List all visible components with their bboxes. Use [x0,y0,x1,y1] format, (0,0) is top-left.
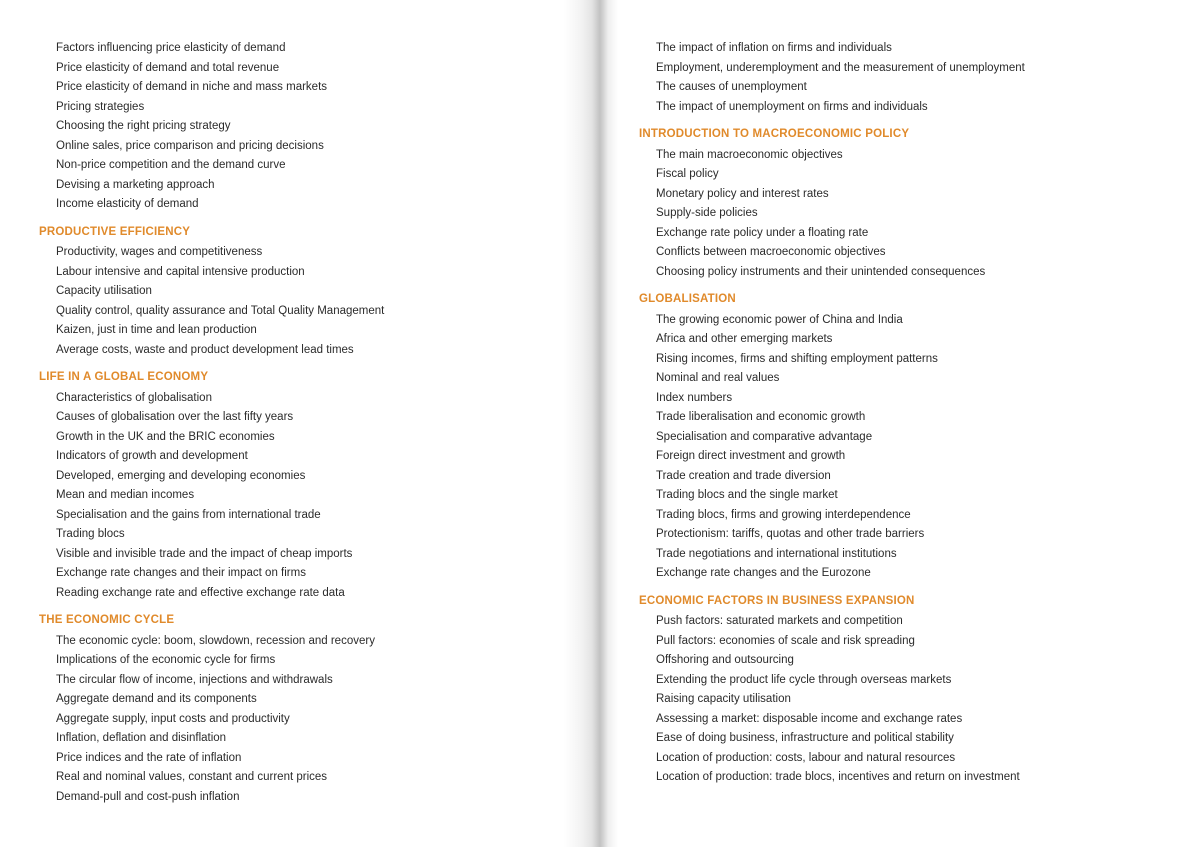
list-item: The circular flow of income, injections and withdrawals [56,673,333,686]
list-item: Price elasticity of demand in niche and mass markets [56,81,328,93]
list-item: Trade creation and trade diversion [656,469,831,482]
section-heading: THE ECONOMIC CYCLE [39,614,175,626]
list-item: Africa and other emerging markets [656,333,833,345]
list-item: Trade liberalisation and economic growth [656,411,866,423]
section [39,368,580,603]
section-heading: INTRODUCTION TO MACROECONOMIC POLICY [639,128,910,140]
list-item: Online sales, price comparison and pricing decisions [56,139,324,152]
section-item-list [639,311,1180,584]
list-item: Inflation, deflation and disinflation [56,732,227,744]
list-item: Productivity, wages and competitiveness [56,246,263,258]
list-item: Trading blocs [56,528,125,540]
list-item: Aggregate demand and its components [56,693,257,705]
list-item: Indicators of growth and development [56,450,248,462]
list-item: Supply-side policies [656,207,758,219]
list-item: Kaizen, just in time and lean production [56,324,257,336]
list-item: Real and nominal values, constant and current prices [56,771,328,783]
list-item: Location of production: costs, labour and natural resources [656,751,956,764]
list-item: Choosing policy instruments and their unintended consequences [656,265,986,278]
list-item: The causes of unemployment [656,81,807,93]
list-item: Visible and invisible trade and the impact of cheap imports [56,547,353,560]
list-item: The economic cycle: boom, slowdown, recession and recovery [56,634,375,647]
section-heading: ECONOMIC FACTORS IN BUSINESS EXPANSION [639,594,915,607]
list-item: Factors influencing price elasticity of demand [56,42,286,54]
section-item-list [639,612,1180,788]
list-item: Index numbers [656,391,733,404]
section-item-list [639,146,1180,283]
list-item: Trading blocs and the single market [656,489,838,501]
section [639,125,1180,282]
list-item: Location of production: trade blocs, incentives and return on investment [656,771,1020,783]
list-item: Pull factors: economies of scale and risk spreading [656,634,915,647]
list-item: Demand-pull and cost-push inflation [56,790,240,803]
list-item: Rising incomes, firms and shifting employment patterns [656,352,938,365]
left-sections [39,223,580,808]
list-item: Fiscal policy [656,168,719,180]
list-item: Nominal and real values [656,372,780,384]
list-item: The impact of inflation on firms and individuals [656,42,892,54]
list-item: Offshoring and outsourcing [656,654,794,666]
right-intro-list [639,39,1180,117]
left-intro-list [39,39,580,215]
list-item: Implications of the economic cycle for firms [56,654,276,666]
list-item: Specialisation and comparative advantage [656,430,873,443]
list-item: Capacity utilisation [56,285,152,297]
section-heading: GLOBALISATION [639,293,736,305]
list-item: The main macroeconomic objectives [656,148,843,161]
list-item: Choosing the right pricing strategy [56,120,231,132]
list-item: Non-price competition and the demand curve [56,159,286,171]
list-item: Labour intensive and capital intensive production [56,265,305,278]
list-item: Conflicts between macroeconomic objectives [656,246,886,258]
list-item: Trading blocs, firms and growing interdependence [656,508,911,521]
list-item: Specialisation and the gains from international trade [56,508,321,521]
section [39,223,580,361]
right-sections [639,125,1180,788]
list-item: Push factors: saturated markets and competition [656,615,903,627]
list-item: Protectionism: tariffs, quotas and other trade barriers [656,528,925,540]
list-item: Trade negotiations and international institutions [656,547,897,560]
list-item: Devising a marketing approach [56,178,215,191]
list-item: Pricing strategies [56,100,145,113]
list-item: Monetary policy and interest rates [656,187,829,200]
list-item: Characteristics of globalisation [56,391,212,404]
list-item: Ease of doing business, infrastructure and political stability [656,732,954,744]
section-item-list [39,243,580,360]
section-item-list [39,389,580,604]
list-item: Income elasticity of demand [56,198,199,210]
list-item: Employment, underemployment and the measurement of unemployment [656,61,1025,74]
list-item: Assessing a market: disposable income and exchange rates [656,712,963,725]
list-item: The growing economic power of China and India [656,313,903,326]
section-heading: PRODUCTIVE EFFICIENCY [39,225,191,238]
list-item: Exchange rate policy under a floating rate [656,226,869,239]
list-item: Aggregate supply, input costs and productivity [56,712,290,725]
list-item: Price elasticity of demand and total revenue [56,61,280,74]
list-item: Foreign direct investment and growth [656,450,846,462]
list-item: Exchange rate changes and the Eurozone [656,567,871,579]
list-item: Quality control, quality assurance and Total Quality Management [56,304,385,317]
list-item: Reading exchange rate and effective exchange rate data [56,586,345,599]
list-item: Exchange rate changes and their impact on firms [56,567,306,579]
list-item: The impact of unemployment on firms and individuals [656,100,928,113]
section-heading: LIFE IN A GLOBAL ECONOMY [39,371,209,383]
list-item: Average costs, waste and product development lead times [56,343,354,356]
list-item: Causes of globalisation over the last fifty years [56,411,294,423]
right-page [600,0,1200,847]
section [639,290,1180,584]
section [639,592,1180,788]
list-item: Raising capacity utilisation [656,693,791,705]
section [39,611,580,807]
list-item: Growth in the UK and the BRIC economies [56,430,275,443]
list-item: Developed, emerging and developing economies [56,469,306,482]
list-item: Mean and median incomes [56,489,195,501]
list-item: Price indices and the rate of inflation [56,751,242,764]
section-item-list [39,632,580,808]
list-item: Extending the product life cycle through overseas markets [656,673,952,686]
